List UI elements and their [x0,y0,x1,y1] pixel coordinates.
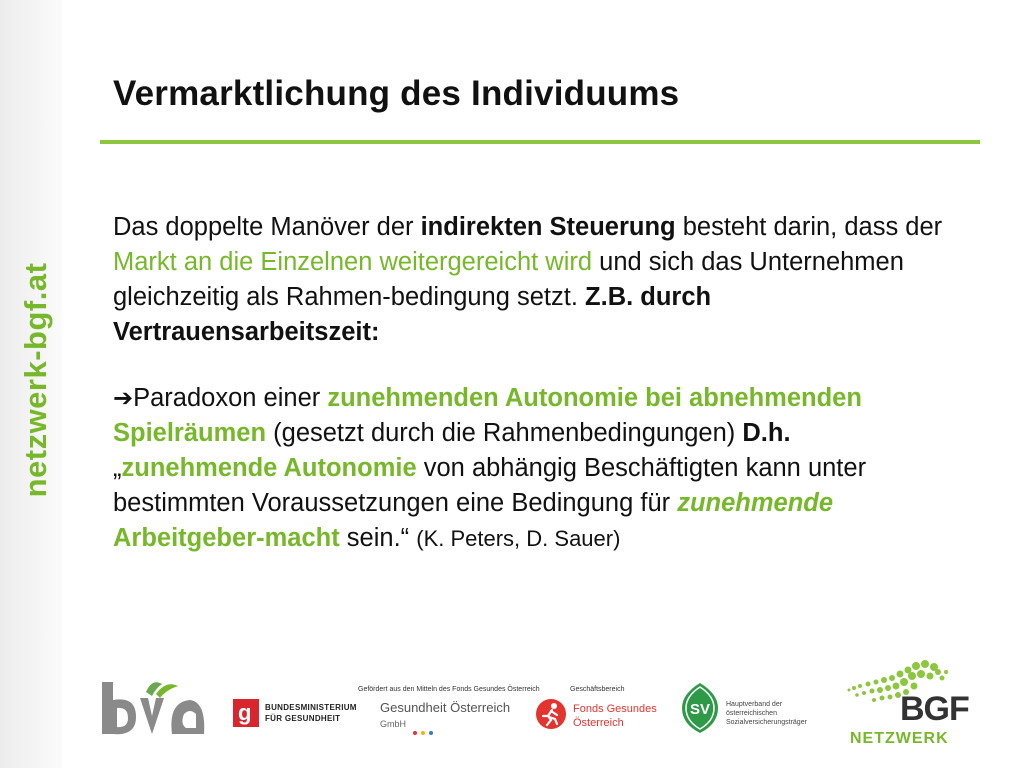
geschaeftsbereich-label: Geschäftsbereich [570,686,625,693]
paragraph-1 [113,210,943,350]
arrow-right-icon: ➔ [113,384,134,412]
bold-text: Z.B. durch Vertrauensarbeitszeit: [113,283,712,346]
sidebar-url-text: netzwerk-bgf.at [18,262,53,498]
highlight-text: Markt an die Einzelnen weitergereicht wird [113,248,593,276]
bgf-text: BGF [900,690,969,728]
fgoe-logo [535,696,665,736]
funding-note: Gefördert aus den Mitteln des Fonds Gesundes Österreich [358,686,540,693]
bmg-logo [233,695,357,731]
citation: (K. Peters, D. Sauer) [416,526,621,551]
goeg-logo [380,700,520,736]
slide-content [113,210,943,556]
bmg-line1: BUNDESMINISTERIUM [265,703,357,712]
text-run: „ [113,454,122,482]
highlight-bold-text: zunehmenden Autonomie bei abnehmenden Spielräumen [113,384,862,447]
slide-title: Vermarktlichung des Individuums [113,74,680,113]
bold-text: indirekten Steuerung [420,213,676,241]
fgoe-line2: Österreich [573,717,624,729]
text-run: Das doppelte Manöver der [113,213,421,241]
bold-text: D.h. [742,419,791,447]
hauptverband-logo [680,682,820,737]
bgf-netzwerk-logo [846,658,976,750]
fgoe-runner-icon [535,698,567,730]
text-run: besteht darin, dass der [675,213,943,241]
title-divider [100,140,980,144]
text-run: von abhängig Beschäftigten kann unter bestimmten Voraussetzungen eine Bedingung für [113,454,867,517]
sv-label: SV [689,701,711,718]
hv-line2: österreichischen [726,710,777,717]
highlight-bold-text: Arbeitgeber-macht [113,524,340,552]
hv-line1: Hauptverband der [726,701,783,708]
bmg-emblem-icon: g [233,699,259,727]
goeg-dots-icon [413,722,433,740]
goeg-name: Gesundheit Österreich [380,700,511,715]
paragraph-2 [113,381,943,556]
netzwerk-text: NETZWERK [850,730,949,747]
text-run: (gesetzt durch die Rahmenbedingungen) [266,419,743,447]
text-run: Paradoxon einer [133,384,328,412]
footer-logos [0,650,1024,768]
bva-logo [100,680,210,740]
goeg-sub: GmbH [380,719,407,729]
highlight-bold-italic-text: zunehmende [677,489,834,517]
fgoe-line1: Fonds Gesundes [573,703,657,715]
text-run: sein.“ [339,524,417,552]
text-run: und sich das Unternehmen gleichzeitig als Rahmen-bedingung setzt. [113,248,904,311]
hv-line3: Sozialversicherungsträger [726,719,807,726]
bmg-line2: FÜR GESUNDHEIT [265,714,341,723]
sv-shield-icon [680,682,720,734]
highlight-bold-text: zunehmende Autonomie [121,454,417,482]
